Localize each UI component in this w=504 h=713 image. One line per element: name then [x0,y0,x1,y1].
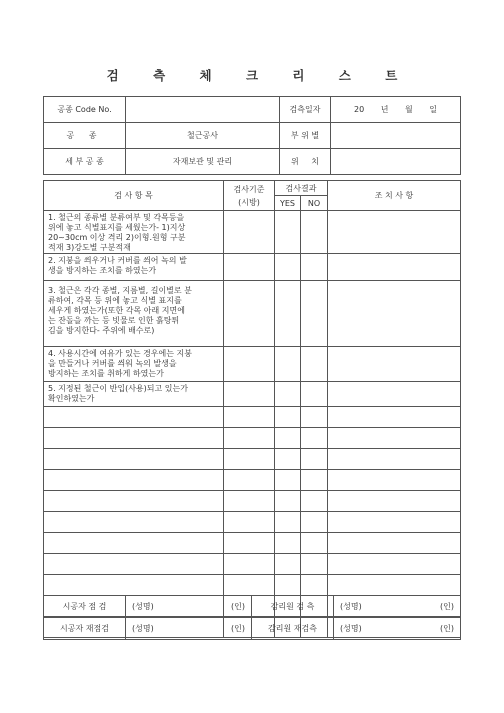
action-cell[interactable] [328,347,461,382]
criteria-cell[interactable] [224,533,275,554]
criteria-cell[interactable] [224,382,275,407]
yes-header: YES [275,196,301,211]
no-cell[interactable] [301,512,328,533]
criteria-header-sub: (시방) [238,197,260,207]
date-value: 20 년 월 일 [354,105,437,114]
criteria-header [224,181,275,211]
no-header: NO [301,196,328,211]
contractor-inspect-signature[interactable] [126,596,252,618]
checklist-item-3: 3. 철근은 각각 종별, 지름별, 길이별로 분 류하여, 각목 등 위에 놓고 식별 표지를 세우게 하였는가(또한 각목 아래 지면에 는 잔돌을 까는 등 빗물로 인한 흙탕튀 김을 방지한다- 주위에 배수로) [44,281,224,347]
criteria-cell[interactable] [224,449,275,470]
yes-cell[interactable] [275,533,301,554]
yes-cell[interactable] [275,512,301,533]
work-type-value: 철근공사 [126,123,280,149]
no-cell[interactable] [301,575,328,596]
supervisor-inspect-signature[interactable] [334,596,461,618]
seal-label: (인) [231,602,245,611]
signature-label: (성명) [340,602,362,611]
yes-cell[interactable] [275,407,301,428]
criteria-cell[interactable] [224,428,275,449]
checklist-item-4: 4. 사용시간에 여유가 있는 경우에는 지붕 을 만들거나 커버를 씌워 녹의 발생을 방지하는 조치를 취하게 하였는가 [44,347,224,382]
construction-code-field[interactable] [126,97,280,123]
no-cell[interactable] [301,347,328,382]
action-cell[interactable] [328,512,461,533]
no-cell[interactable] [301,211,328,254]
info-table [43,96,461,175]
action-cell[interactable] [328,211,461,254]
location-label: 부 위 별 [280,123,331,149]
signature-label: (성명) [132,624,154,633]
construction-code-label: 공종 Code No. [44,97,126,123]
empty-item-cell[interactable] [44,470,224,491]
action-cell[interactable] [328,533,461,554]
criteria-cell[interactable] [224,470,275,491]
no-cell[interactable] [301,281,328,347]
page-title: 검 측 체 크 리 스 트 [106,68,413,83]
no-cell[interactable] [301,554,328,575]
yes-cell[interactable] [275,382,301,407]
action-cell[interactable] [328,382,461,407]
criteria-cell[interactable] [224,347,275,382]
location-field[interactable] [331,123,461,149]
no-cell[interactable] [301,428,328,449]
no-cell[interactable] [301,491,328,512]
criteria-cell[interactable] [224,554,275,575]
no-cell[interactable] [301,533,328,554]
action-cell[interactable] [328,449,461,470]
action-header: 조 치 사 항 [328,181,461,211]
yes-cell[interactable] [275,254,301,281]
result-header: 검사결과 [275,181,328,196]
action-cell[interactable] [328,428,461,449]
contractor-inspect-label: 시공자 점 검 [44,596,126,618]
action-cell[interactable] [328,470,461,491]
criteria-cell[interactable] [224,281,275,347]
inspection-date-label: 검측일자 [280,97,331,123]
seal-label: (인) [440,624,454,633]
empty-item-cell[interactable] [44,554,224,575]
empty-item-cell[interactable] [44,449,224,470]
action-cell[interactable] [328,575,461,596]
criteria-cell[interactable] [224,211,275,254]
yes-cell[interactable] [275,575,301,596]
seal-label: (인) [231,624,245,633]
criteria-cell[interactable] [224,254,275,281]
no-cell[interactable] [301,382,328,407]
action-cell[interactable] [328,254,461,281]
signature-table [43,595,461,640]
no-cell[interactable] [301,254,328,281]
signature-label: (성명) [340,624,362,633]
empty-item-cell[interactable] [44,407,224,428]
action-cell[interactable] [328,491,461,512]
checklist-item-5: 5. 지정된 철근이 반입(사용)되고 있는가 확인하였는가 [44,382,224,407]
yes-cell[interactable] [275,347,301,382]
no-cell[interactable] [301,470,328,491]
supervisor-reinspect-signature[interactable] [334,618,461,640]
checklist-item-2: 2. 지붕을 씌우거나 커버를 씌어 녹의 발 생을 방지하는 조치를 하였는가 [44,254,224,281]
criteria-cell[interactable] [224,575,275,596]
yes-cell[interactable] [275,491,301,512]
yes-cell[interactable] [275,554,301,575]
position-field[interactable] [331,149,461,175]
signature-label: (성명) [132,602,154,611]
yes-cell[interactable] [275,211,301,254]
contractor-reinspect-signature[interactable] [126,618,252,640]
position-label: 위 치 [280,149,331,175]
no-cell[interactable] [301,407,328,428]
empty-item-cell[interactable] [44,533,224,554]
empty-item-cell[interactable] [44,575,224,596]
item-header: 검 사 항 목 [44,181,224,211]
supervisor-inspect-label: 감리원 검 측 [252,596,334,618]
criteria-cell[interactable] [224,512,275,533]
action-cell[interactable] [328,554,461,575]
seal-label: (인) [440,602,454,611]
no-cell[interactable] [301,449,328,470]
yes-cell[interactable] [275,449,301,470]
criteria-cell[interactable] [224,491,275,512]
inspection-date-field[interactable] [331,97,461,123]
checklist-table [43,180,461,638]
supervisor-reinspect-label: 감리원 재검측 [252,618,334,640]
yes-cell[interactable] [275,428,301,449]
contractor-reinspect-label: 시공자 재점검 [44,618,126,640]
yes-cell[interactable] [275,281,301,347]
empty-item-cell[interactable] [44,491,224,512]
yes-cell[interactable] [275,470,301,491]
checklist-item-1: 1. 철근의 종류별 분류여부 및 각목등을 위에 놓고 식별표지를 세웠는가- 1)지상 20~30cm 이상 격리 2)이형.원형 구분 적재 3)강도별 구분적재 [44,211,224,254]
action-cell[interactable] [328,407,461,428]
sub-work-type-label: 세 부 공 종 [44,149,126,175]
empty-item-cell[interactable] [44,428,224,449]
sub-work-type-value: 자재보관 및 관리 [126,149,280,175]
work-type-label: 공 종 [44,123,126,149]
criteria-header-title: 검사기준 [233,184,265,194]
action-cell[interactable] [328,281,461,347]
criteria-cell[interactable] [224,407,275,428]
empty-item-cell[interactable] [44,512,224,533]
